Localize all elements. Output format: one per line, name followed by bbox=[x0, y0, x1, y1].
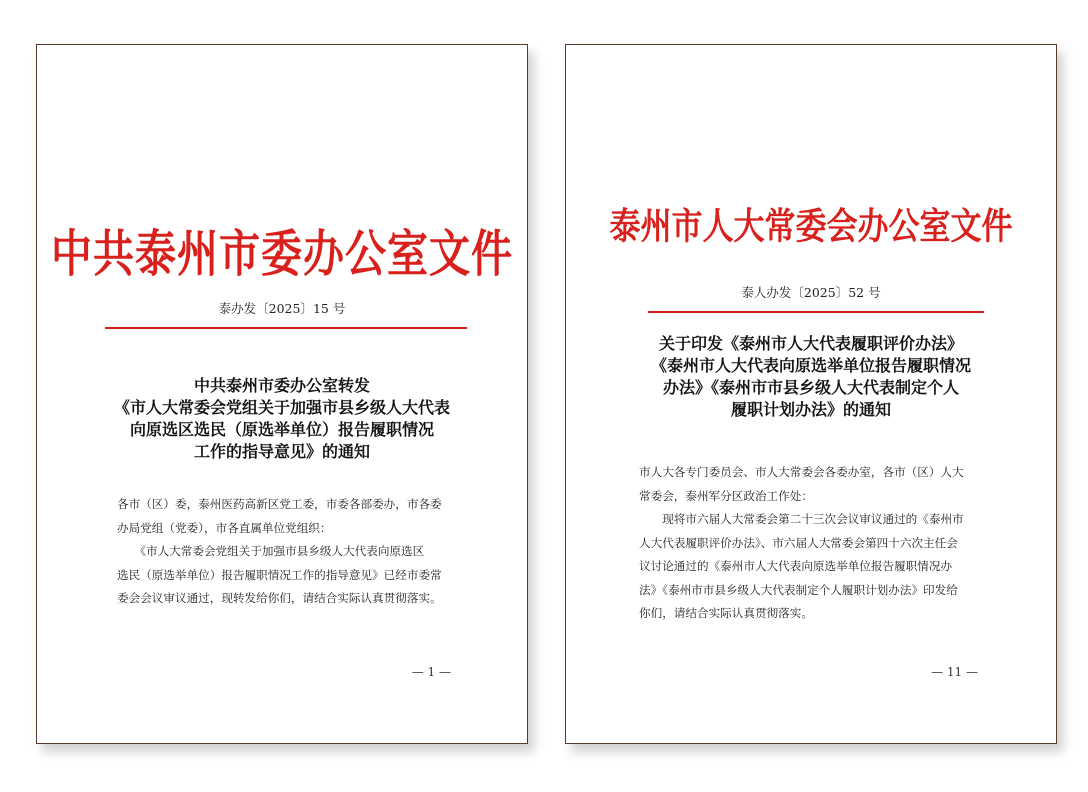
body-line: 现将市六届人大常委会第二十三次会议审议通过的《泰州市 bbox=[639, 512, 964, 526]
body-line: 常委会，泰州军分区政治工作处： bbox=[639, 488, 813, 503]
notice-title-line: 履职计划办法》的通知 bbox=[730, 400, 891, 419]
body-line: 法》《泰州市市县乡级人大代表制定个人履职计划办法》印发给 bbox=[639, 582, 958, 597]
body-line: 议讨论通过的《泰州市人大代表向原选举单位报告履职情况办 bbox=[639, 559, 953, 573]
body-text bbox=[639, 461, 995, 626]
body-line: 人大代表履职评价办法》、市六届人大常委会第四十六次主任会 bbox=[639, 535, 958, 550]
notice-title bbox=[37, 375, 527, 463]
body-line: 委会会议审议通过，现转发给你们，请结合实际认真贯彻落实。 bbox=[117, 591, 442, 605]
body-line: 办局党组（党委），市各直属单位党组织： bbox=[117, 520, 332, 535]
notice-title-line: 关于印发《泰州市人大代表履职评价办法》 bbox=[658, 334, 963, 353]
notice-title-line: 《市人大常委会党组关于加强市县乡级人大代表 bbox=[113, 398, 450, 417]
body-line: 市人大各专门委员会、市人大常委会各委办室，各市（区）人大 bbox=[639, 465, 964, 479]
red-divider bbox=[648, 311, 984, 313]
doc-number: 泰人办发〔2025〕52 号 bbox=[741, 285, 881, 300]
header-title: 泰州市人大常委会办公室文件 bbox=[609, 205, 1013, 248]
body-line: 各市（区）委，泰州医药高新区党工委，市委各部委办，市各委 bbox=[117, 497, 442, 511]
body-line: 你们，请结合实际认真贯彻落实。 bbox=[639, 606, 813, 620]
page-number: — 11 — bbox=[931, 665, 978, 679]
notice-title-line: 工作的指导意见》的通知 bbox=[193, 442, 370, 461]
notice-title bbox=[566, 333, 1056, 421]
body-line: 选民（原选举单位）报告履职情况工作的指导意见》已经市委常 bbox=[117, 567, 442, 582]
document-page-left bbox=[36, 44, 528, 744]
body-line: 《市人大常委会党组关于加强市县乡级人大代表向原选区 bbox=[117, 544, 425, 558]
notice-title-line: 向原选区选民（原选举单位）报告履职情况 bbox=[129, 420, 434, 439]
page-number: — 1 — bbox=[411, 665, 451, 679]
notice-title-line: 办法》《泰州市市县乡级人大代表制定个人 bbox=[662, 378, 959, 397]
red-divider bbox=[105, 327, 467, 329]
body-text bbox=[117, 493, 469, 611]
notice-title-line: 《泰州市人大代表向原选举单位报告履职情况 bbox=[650, 356, 971, 375]
notice-title-line: 中共泰州市委办公室转发 bbox=[193, 376, 370, 395]
doc-number: 泰办发〔2025〕15 号 bbox=[218, 301, 346, 316]
document-page-right bbox=[565, 44, 1057, 744]
header-title: 中共泰州市委办公室文件 bbox=[51, 224, 513, 284]
